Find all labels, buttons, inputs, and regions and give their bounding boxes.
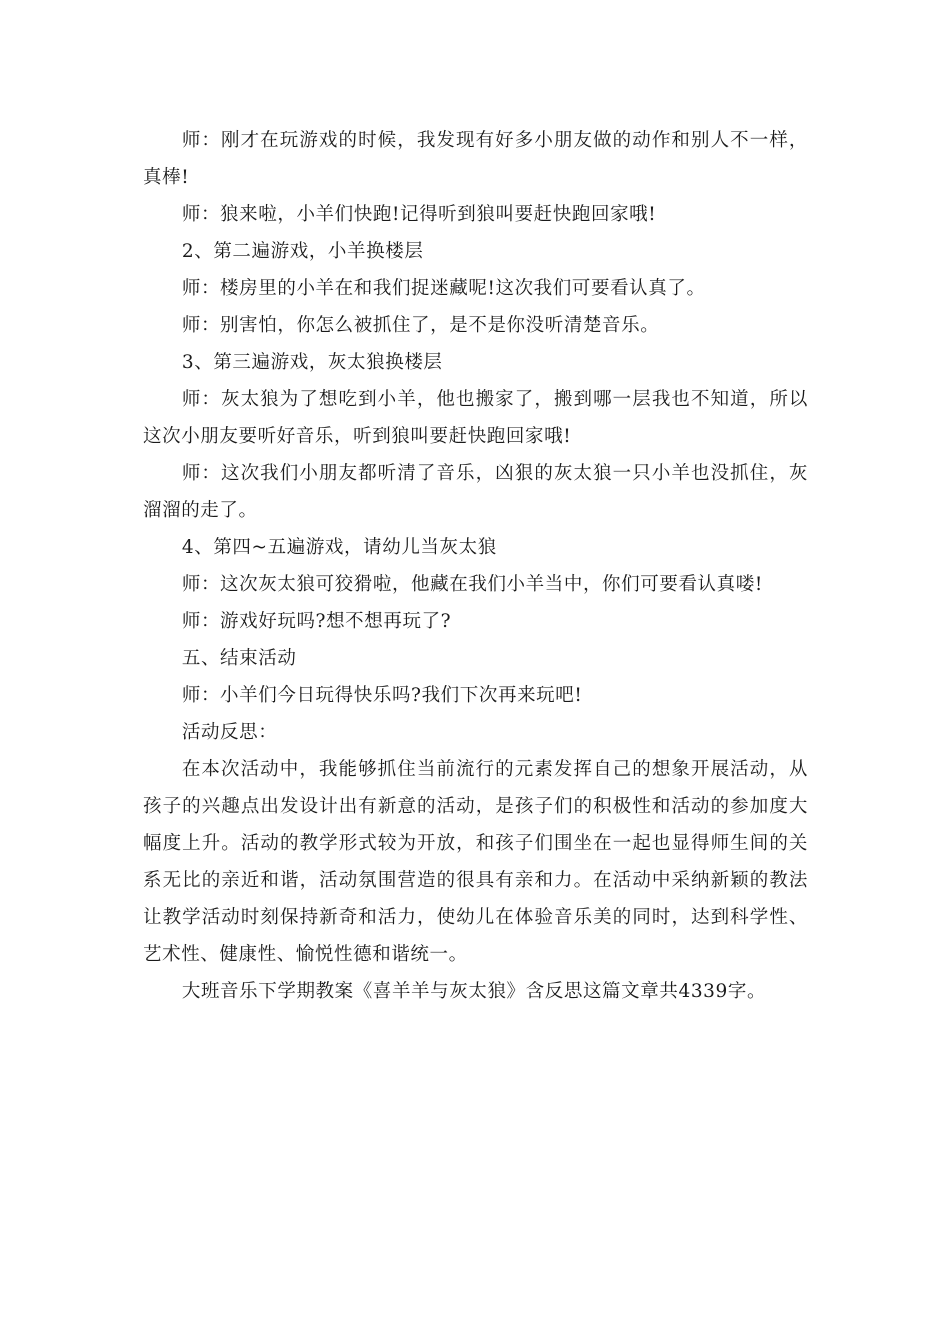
- paragraph-goodbye: 师：小羊们今日玩得快乐吗?我们下次再来玩吧!: [181, 685, 583, 706]
- paragraph-hide-and-seek: 师：楼房里的小羊在和我们捉迷藏呢!这次我们可要看认真了。: [181, 278, 706, 299]
- document-body: [143, 122, 808, 1010]
- paragraph-wolf-moved: 师：灰太狼为了想吃到小羊，他也搬家了，搬到哪一层我也不知道，所以这次小朋友要听好音乐，听到狼叫要赶快跑回家哦!: [143, 389, 808, 447]
- paragraph-play-again: 师：游戏好玩吗?想不想再玩了?: [181, 611, 452, 632]
- paragraph-wolf-hiding: 师：这次灰太狼可狡猾啦，他藏在我们小羊当中，你们可要看认真喽!: [181, 574, 763, 595]
- heading-second-round: 2、第二遍游戏，小羊换楼层: [181, 241, 424, 262]
- heading-third-round: 3、第三遍游戏，灰太狼换楼层: [181, 352, 443, 373]
- paragraph-dont-be-afraid: 师：别害怕，你怎么被抓住了，是不是你没听清楚音乐。: [181, 315, 660, 336]
- paragraph-wolf-coming: 师：狼来啦，小羊们快跑!记得听到狼叫要赶快跑回家哦!: [181, 204, 657, 225]
- paragraph-article-note: 大班音乐下学期教案《喜羊羊与灰太狼》含反思这篇文章共4339字。: [181, 981, 767, 1002]
- paragraph-reflection-body: 在本次活动中，我能够抓住当前流行的元素发挥自己的想象开展活动，从孩子的兴趣点出发设计出有新意的活动，是孩子们的积极性和活动的参加度大幅度上升。活动的教学形式较为开放，和孩子们围坐在一起也显得师生间的关系无比的亲近和谐，活动氛围营造的很具有亲和力。在活动中采纳新颖的教法让教学活动时刻保持新奇和活力，使幼儿在体验音乐美的同时，达到科学性、艺术性、健康性、愉悦性德和谐统一。: [143, 759, 808, 965]
- heading-reflection: 活动反思：: [181, 722, 278, 743]
- paragraph-teacher-praise: 师：刚才在玩游戏的时候，我发现有好多小朋友做的动作和别人不一样，真棒!: [143, 130, 808, 188]
- heading-end-activity: 五、结束活动: [181, 648, 297, 669]
- heading-fourth-fifth-round: 4、第四~五遍游戏，请幼儿当灰太狼: [181, 537, 497, 558]
- paragraph-wolf-left: 师：这次我们小朋友都听清了音乐，凶狠的灰太狼一只小羊也没抓住，灰溜溜的走了。: [143, 463, 808, 521]
